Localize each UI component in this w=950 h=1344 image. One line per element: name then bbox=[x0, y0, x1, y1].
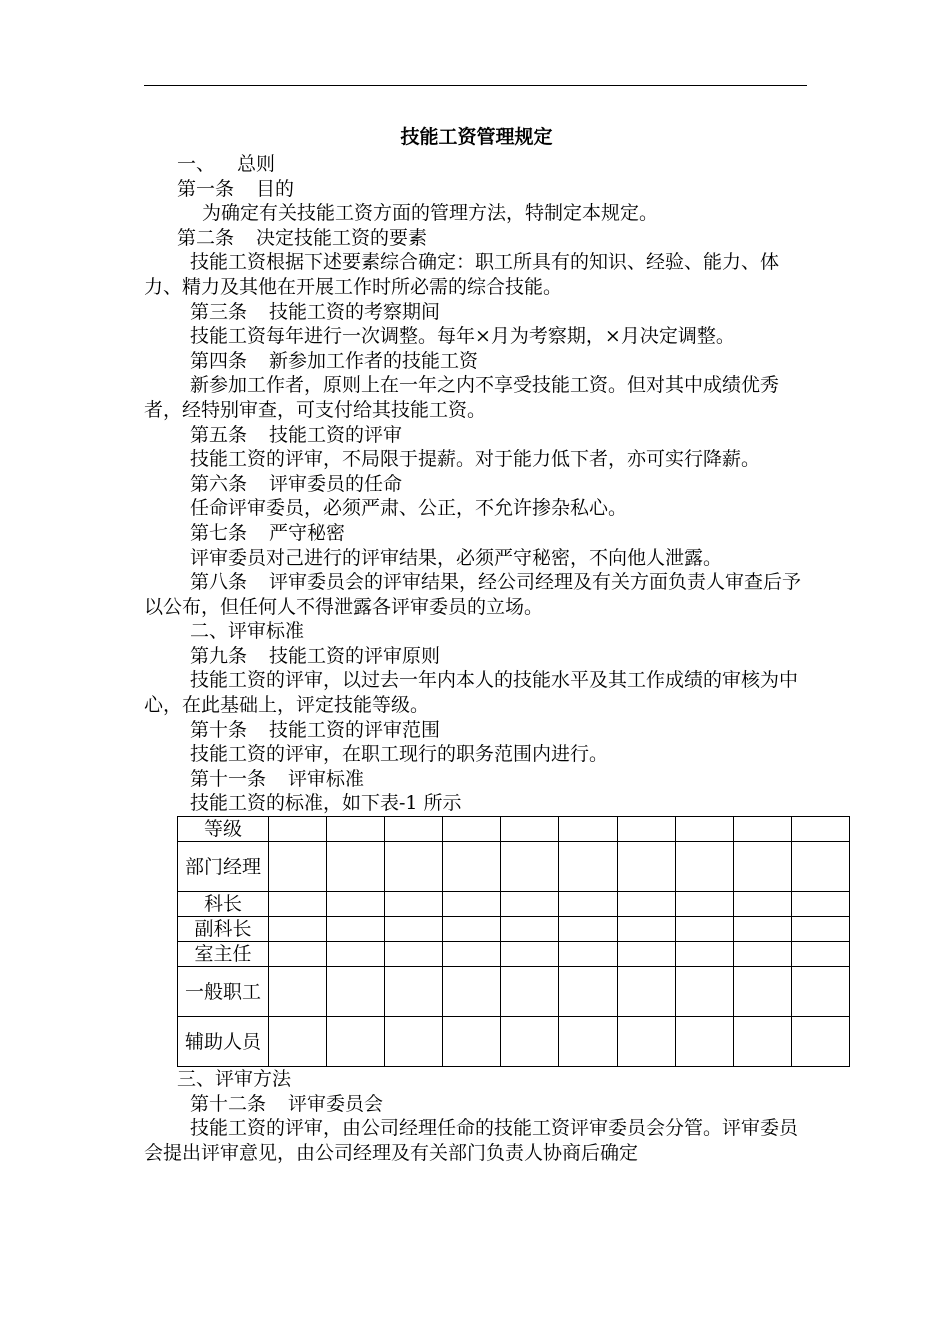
table-cell bbox=[501, 942, 559, 967]
article-number: 第二条 bbox=[177, 226, 235, 249]
table-cell bbox=[733, 967, 791, 1017]
article-2-text: 技能工资根据下述要素综合确定：职工所具有的知识、经验、能力、体力、精力及其他在开展工作时所必需的综合技能。 bbox=[144, 251, 780, 298]
article-6-text: 任命评审委员，必须严肃、公正，不允许掺杂私心。 bbox=[190, 497, 628, 520]
table-cell bbox=[385, 1017, 443, 1067]
table-cell bbox=[617, 967, 675, 1017]
article-title: 评审委员会 bbox=[288, 1092, 384, 1115]
table-row bbox=[178, 917, 850, 942]
table-cell bbox=[559, 917, 617, 942]
table-cell bbox=[385, 892, 443, 917]
table-cell bbox=[269, 1017, 327, 1067]
table-cell bbox=[327, 892, 385, 917]
document-body bbox=[144, 123, 809, 1165]
table-cell bbox=[269, 942, 327, 967]
table-cell bbox=[443, 892, 501, 917]
article-5-text: 技能工资的评审，不局限于提薪。对于能力低下者，亦可实行降薪。 bbox=[190, 448, 761, 471]
table-cell bbox=[443, 917, 501, 942]
table-row-label: 室主任 bbox=[178, 942, 269, 967]
article-title: 目的 bbox=[256, 177, 295, 200]
article-title: 评审标准 bbox=[288, 767, 365, 790]
article-title: 技能工资的评审 bbox=[269, 423, 403, 446]
table-row-label: 一般职工 bbox=[178, 967, 269, 1017]
table-row bbox=[178, 817, 850, 842]
table-cell bbox=[791, 1017, 849, 1067]
section-title: 总则 bbox=[237, 153, 276, 175]
table-row bbox=[178, 942, 850, 967]
table-cell bbox=[559, 842, 617, 892]
table-cell bbox=[617, 1017, 675, 1067]
article-title: 评审委员的任命 bbox=[269, 472, 403, 495]
table-row-label: 科长 bbox=[178, 892, 269, 917]
table-cell bbox=[501, 917, 559, 942]
table-cell bbox=[443, 967, 501, 1017]
article-1-text: 为确定有关技能工资方面的管理方法，特制定本规定。 bbox=[202, 202, 659, 225]
table-cell bbox=[617, 842, 675, 892]
table-cell bbox=[443, 817, 501, 842]
table-cell bbox=[733, 942, 791, 967]
article-1-heading bbox=[144, 177, 809, 202]
table-cell bbox=[617, 817, 675, 842]
article-5-heading bbox=[144, 423, 809, 448]
table-cell bbox=[675, 817, 733, 842]
table-cell bbox=[501, 967, 559, 1017]
article-number: 第三条 bbox=[190, 300, 248, 323]
table-cell bbox=[385, 967, 443, 1017]
article-number: 第十二条 bbox=[190, 1092, 267, 1115]
article-number: 第五条 bbox=[190, 423, 248, 446]
table-cell bbox=[675, 842, 733, 892]
table-cell bbox=[327, 817, 385, 842]
table-cell bbox=[733, 892, 791, 917]
section-1-heading bbox=[144, 152, 809, 177]
section-number: 一、 bbox=[177, 153, 216, 175]
article-title: 决定技能工资的要素 bbox=[256, 226, 428, 249]
article-3-heading bbox=[144, 300, 809, 325]
article-number: 第一条 bbox=[177, 177, 235, 200]
article-10-text: 技能工资的评审，在职工现行的职务范围内进行。 bbox=[190, 743, 609, 766]
table-cell bbox=[559, 817, 617, 842]
table-row bbox=[178, 842, 850, 892]
table-cell bbox=[733, 842, 791, 892]
header-rule bbox=[144, 85, 807, 86]
table-cell bbox=[559, 942, 617, 967]
article-number: 第四条 bbox=[190, 349, 248, 372]
table-cell bbox=[501, 892, 559, 917]
article-7-heading bbox=[144, 521, 809, 546]
table-row-label: 等级 bbox=[178, 817, 269, 842]
article-title: 严守秘密 bbox=[269, 521, 346, 544]
table-cell bbox=[733, 817, 791, 842]
table-cell bbox=[269, 917, 327, 942]
table-cell bbox=[617, 942, 675, 967]
table-row-label: 辅助人员 bbox=[178, 1017, 269, 1067]
table-cell bbox=[559, 892, 617, 917]
table-cell bbox=[327, 917, 385, 942]
article-number: 第九条 bbox=[190, 644, 248, 667]
table-row bbox=[178, 1017, 850, 1067]
table-cell bbox=[385, 917, 443, 942]
article-title: 技能工资的评审原则 bbox=[269, 644, 441, 667]
article-3-text: 技能工资每年进行一次调整。每年×月为考察期，×月决定调整。 bbox=[190, 325, 735, 348]
table-cell bbox=[269, 967, 327, 1017]
article-9-text: 技能工资的评审，以过去一年内本人的技能水平及其工作成绩的审核为中心，在此基础上，评定技能等级。 bbox=[144, 669, 799, 717]
table-row-label: 副科长 bbox=[178, 917, 269, 942]
article-number: 第八条 bbox=[190, 571, 248, 594]
table-cell bbox=[385, 842, 443, 892]
table-cell bbox=[269, 817, 327, 842]
article-12-text: 技能工资的评审，由公司经理任命的技能工资评审委员会分管。评审委员会提出评审意见，由公司经理及有关部门负责人协商后确定 bbox=[144, 1117, 799, 1164]
table-cell bbox=[327, 842, 385, 892]
table-cell bbox=[327, 1017, 385, 1067]
table-cell bbox=[791, 917, 849, 942]
table-cell bbox=[791, 842, 849, 892]
table-cell bbox=[269, 892, 327, 917]
table-row bbox=[178, 967, 850, 1017]
table-cell bbox=[501, 817, 559, 842]
table-cell bbox=[327, 967, 385, 1017]
section-2-heading: 二、评审标准 bbox=[190, 620, 305, 643]
table-cell bbox=[443, 842, 501, 892]
article-title: 技能工资的评审范围 bbox=[269, 718, 441, 741]
article-11-text: 技能工资的标准，如下表-1 所示 bbox=[190, 792, 462, 815]
article-number: 第十一条 bbox=[190, 767, 267, 790]
article-4-text: 新参加工作者，原则上在一年之内不享受技能工资。但对其中成绩优秀者，经特别审查，可支付给其技能工资。 bbox=[144, 374, 780, 421]
table-cell bbox=[559, 967, 617, 1017]
article-number: 第七条 bbox=[190, 521, 248, 544]
table-cell bbox=[617, 892, 675, 917]
table-cell bbox=[791, 892, 849, 917]
article-12-heading bbox=[144, 1092, 809, 1117]
article-11-heading bbox=[144, 767, 809, 792]
article-title: 技能工资的考察期间 bbox=[269, 300, 441, 323]
article-8-text bbox=[144, 570, 809, 619]
table-cell bbox=[501, 842, 559, 892]
article-6-heading bbox=[144, 472, 809, 497]
article-10-heading bbox=[144, 718, 809, 743]
table-cell bbox=[501, 1017, 559, 1067]
table-cell bbox=[443, 942, 501, 967]
article-9-heading bbox=[144, 644, 809, 669]
table-cell bbox=[385, 942, 443, 967]
article-2-heading bbox=[144, 226, 809, 251]
table-cell bbox=[675, 1017, 733, 1067]
table-cell bbox=[733, 1017, 791, 1067]
table-cell bbox=[675, 892, 733, 917]
table-cell bbox=[791, 817, 849, 842]
table-cell bbox=[675, 967, 733, 1017]
article-number: 第六条 bbox=[190, 472, 248, 495]
table-cell bbox=[385, 817, 443, 842]
article-body: 评审委员会的评审结果，经公司经理及有关方面负责人审查后予以公布，但任何人不得泄露各评审委员的立场。 bbox=[144, 571, 802, 618]
table-cell bbox=[675, 942, 733, 967]
table-cell bbox=[617, 917, 675, 942]
section-3-heading: 三、评审方法 bbox=[177, 1068, 292, 1091]
table-cell bbox=[327, 942, 385, 967]
article-number: 第十条 bbox=[190, 718, 248, 741]
table-row-label: 部门经理 bbox=[178, 842, 269, 892]
document-title: 技能工资管理规定 bbox=[400, 126, 553, 148]
table-cell bbox=[675, 917, 733, 942]
table-cell bbox=[559, 1017, 617, 1067]
article-4-heading bbox=[144, 349, 809, 374]
table-cell bbox=[791, 967, 849, 1017]
article-title: 新参加工作者的技能工资 bbox=[269, 349, 479, 372]
table-row bbox=[178, 892, 850, 917]
article-7-text: 评审委员对己进行的评审结果，必须严守秘密，不向他人泄露。 bbox=[190, 546, 723, 569]
table-cell bbox=[733, 917, 791, 942]
table-cell bbox=[269, 842, 327, 892]
table-cell bbox=[791, 942, 849, 967]
skill-grade-table bbox=[177, 816, 850, 1067]
table-cell bbox=[443, 1017, 501, 1067]
